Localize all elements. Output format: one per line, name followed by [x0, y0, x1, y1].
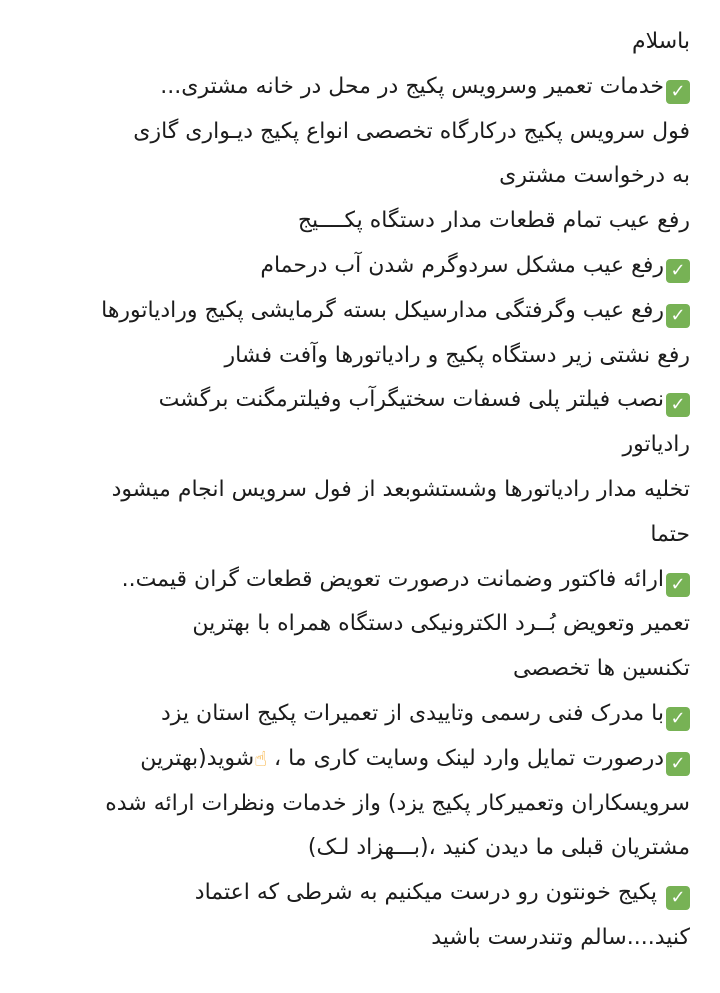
message-line-16	[30, 692, 690, 737]
message-line-5	[30, 199, 690, 244]
line-text: رفع عیب مشکل سردوگرم شدن آب درحمام	[260, 252, 664, 278]
message-line-20	[30, 871, 690, 916]
message-line-9	[30, 378, 690, 423]
message-line-2	[30, 65, 690, 110]
line-text: تکنسین ها تخصصی	[512, 656, 690, 682]
line-text-after-icon: شوید(بهترین	[140, 745, 255, 771]
message-line-15	[30, 647, 690, 692]
message-line-1	[30, 20, 690, 65]
check-mark-icon	[666, 752, 690, 776]
line-text: تعمیر وتعویض بُــرد الکترونیکی دستگاه همراه با بهترین	[192, 611, 690, 637]
line-text: پکیج خونتون رو درست میکنیم به شرطی که اعتماد	[194, 880, 664, 906]
check-mark-icon	[666, 707, 690, 731]
check-mark-icon	[666, 393, 690, 417]
line-text: رفع عیب وگرفتگی مدارسیکل بسته گرمایشی پکیج ورادیاتورها	[101, 297, 664, 323]
line-text: رفع نشتی زیر دستگاه پکیج و رادیاتورها وآفت فشار	[224, 342, 690, 368]
message-line-18	[30, 782, 690, 827]
message-line-3	[30, 110, 690, 155]
line-text: با مدرک فنی رسمی وتاییدی از تعمیرات پکیج استان یزد	[160, 700, 664, 726]
line-text: فول سرویس پکیج درکارگاه تخصصی انواع پکیج دیـواری گازی	[133, 118, 690, 144]
line-text: حتما	[650, 521, 690, 547]
line-text: نصب فیلتر پلی فسفات سختیگرآب وفیلترمگنت برگشت	[158, 387, 664, 413]
message-line-14	[30, 602, 690, 647]
line-text: رادیاتور	[622, 432, 690, 458]
message-line-10	[30, 423, 690, 468]
check-mark-icon	[666, 80, 690, 104]
line-text: رفع عیب تمام قطعات مدار دستگاه پکــــیج	[297, 208, 690, 234]
line-text: ارائه فاکتور وضمانت درصورت تعویض قطعات گران قیمت..	[121, 566, 664, 592]
message-line-4	[30, 154, 690, 199]
message-line-19	[30, 826, 690, 871]
message-line-17	[30, 737, 690, 782]
line-text: تخلیه مدار رادیاتورها وشستشوبعد از فول سرویس انجام میشود	[111, 476, 690, 502]
message-line-8	[30, 334, 690, 379]
message-line-21	[30, 916, 690, 961]
message-line-13	[30, 558, 690, 603]
line-text: باسلام	[631, 29, 690, 54]
check-mark-icon	[666, 259, 690, 283]
check-mark-icon	[666, 573, 690, 597]
line-text: خدمات تعمیر وسرویس پکیج در محل در خانه مشتری...	[160, 73, 664, 99]
line-text: سرویسکاران وتعمیرکار پکیج یزد) واز خدمات ونظرات ارائه شده	[105, 790, 690, 816]
line-text: به درخواست مشتری	[499, 163, 690, 189]
check-mark-icon	[666, 886, 690, 910]
line-text: کنید....سالم وتندرست باشید	[431, 924, 690, 950]
pointing-hand-icon: ☝	[254, 746, 267, 771]
message-line-7	[30, 289, 690, 334]
message-line-6	[30, 244, 690, 289]
line-text: مشتریان قبلی ما دیدن کنید ،(بـــهزاد لـک)	[307, 835, 690, 861]
message-line-12	[30, 513, 690, 558]
message-line-11	[30, 468, 690, 513]
line-text: درصورت تمایل وارد لینک وسایت کاری ما ،	[267, 745, 664, 771]
check-mark-icon	[666, 304, 690, 328]
